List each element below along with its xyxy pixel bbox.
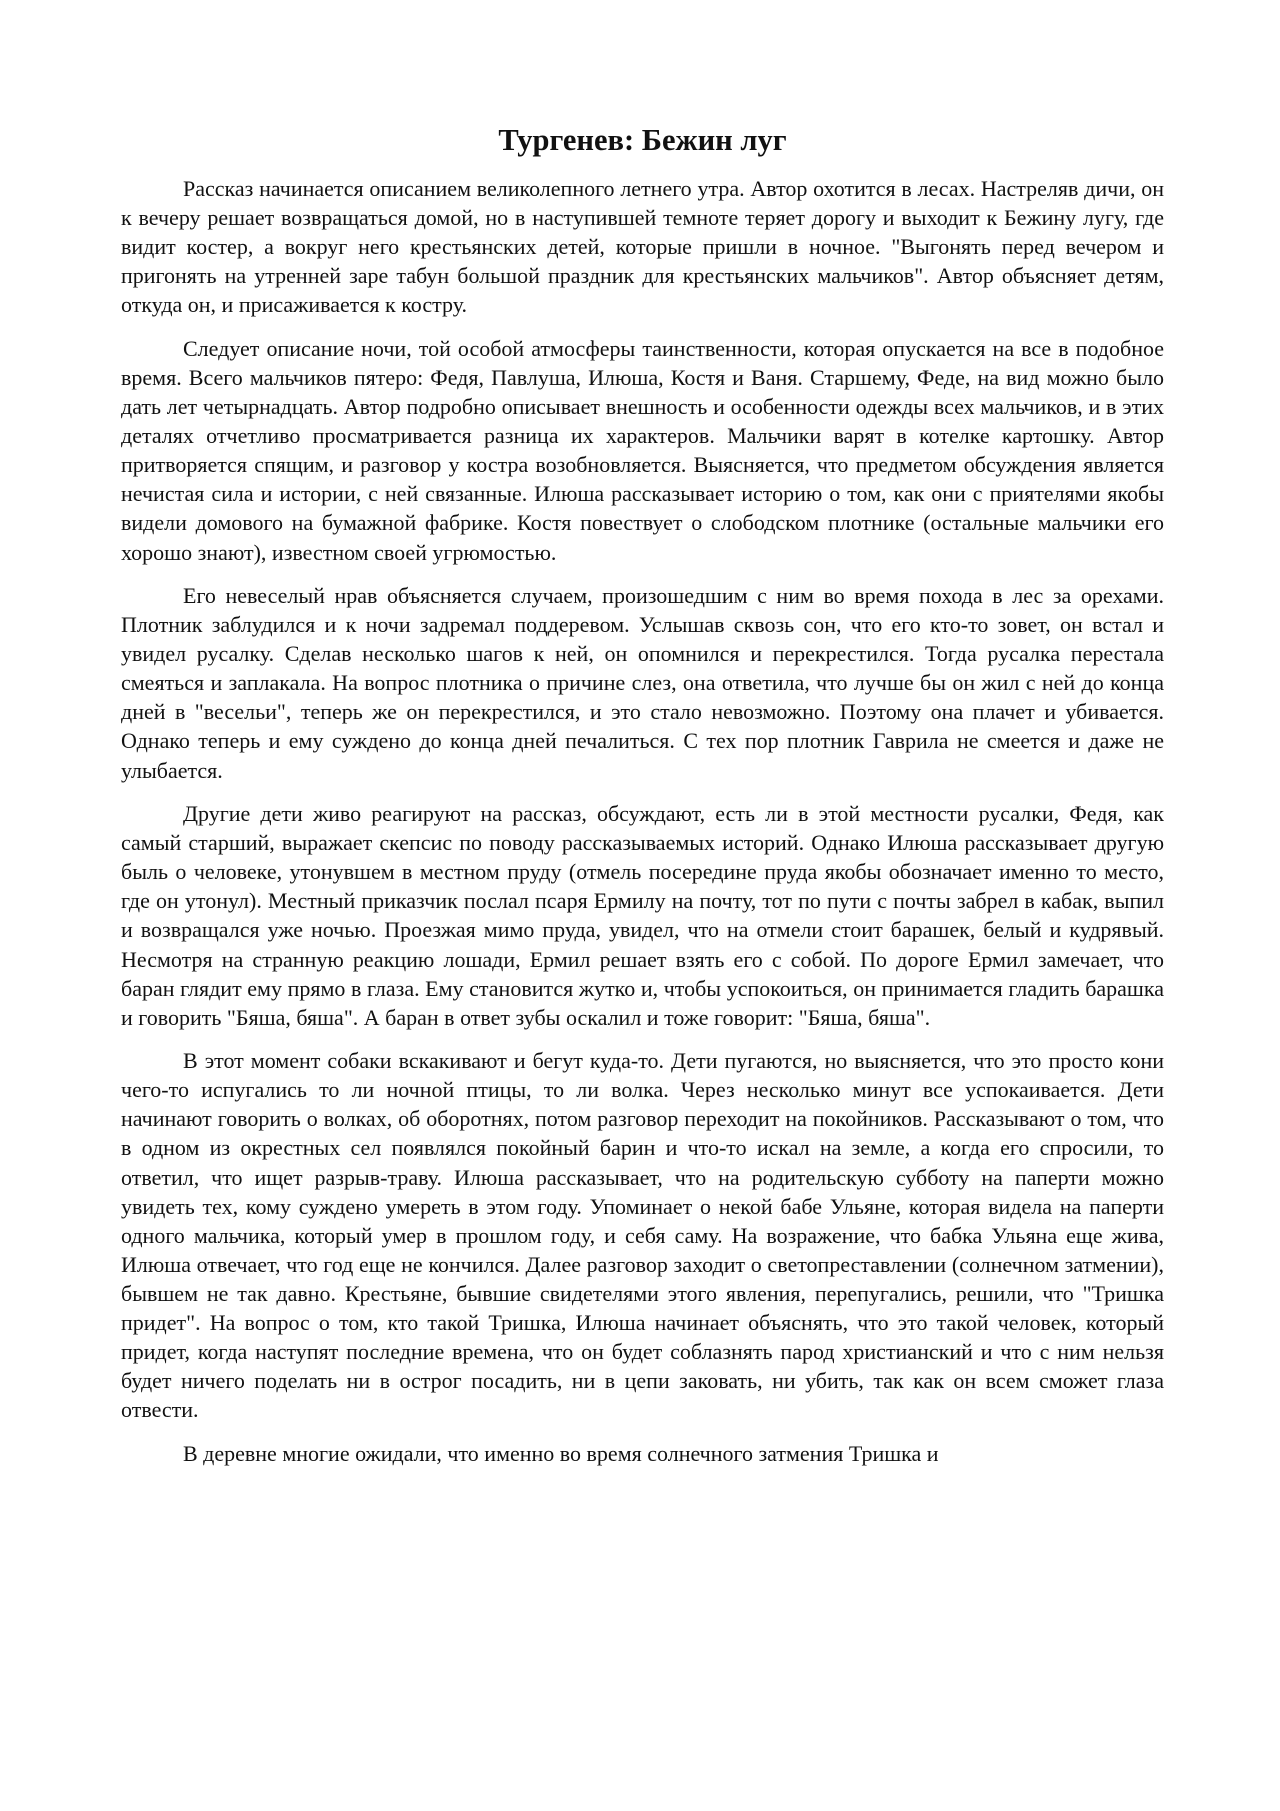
paragraph: В этот момент собаки вскакивают и бегут куда-то. Дети пугаются, но выясняется, что это просто кони чего-то испугались то ли ночной птицы, то ли волка. Через несколько минут все успокаивается. Дети начинают говорить о волках, об оборотнях, потом разговор переходит на покойников. Рассказывают о том, что в одном из окрестных сел появлялся покойный барин и что-то искал на земле, а когда его спросили, то ответил, что ищет разрыв-траву. Илюша рассказывает, что на родительскую субботу на паперти можно увидеть тех, кому суждено умереть в этом году. Упоминает о некой бабе Ульяне, которая видела на паперти одного мальчика, который умер в прошлом году, и себя саму. На возражение, что бабка Ульяна еще жива, Илюша отвечает, что год еще не кончился. Далее разговор заходит о светопреставлении (солнечном затмении), бывшем не так давно. Крестьяне, бывшие свидетелями этого явления, перепугались, решили, что "Тришка придет". На вопрос о том, кто такой Тришка, Илюша начинает объяснять, что это такой человек, который придет, когда наступят последние времена, что он будет соблазнять парод христианский и что с ним нельзя будет ничего поделать ни в острог посадить, ни в цепи заковать, ни убить, так как он всем сможет глаза отвести.	[121, 1048, 1164, 1423]
paragraph: Его невеселый нрав объясняется случаем, произошедшим с ним во время похода в лес за орехами. Плотник заблудился и к ночи задремал поддеревом. Услышав сквозь сон, что его кто-то зовет, он встал и увидел русалку. Сделав несколько шагов к ней, он опомнился и перекрестился. Тогда русалка перестала смеяться и заплакала. На вопрос плотника о причине слез, она ответила, что лучше бы он жил с ней до конца дней в "весельи", теперь же он перекрестился, и это стало невозможно. Поэтому она плачет и убивается. Однако теперь и ему суждено до конца дней печалиться. С тех пор плотник Гаврила не смеется и даже не улыбается.	[121, 583, 1164, 783]
paragraph: Рассказ начинается описанием великолепного летнего утра. Автор охотится в лесах. Настреляв дичи, он к вечеру решает возвращаться домой, но в наступившей темноте теряет дорогу и выходит к Бежину лугу, где видит костер, а вокруг него крестьянских детей, которые пришли в ночное. "Выгонять перед вечером и пригонять на утренней заре табун большой праздник для крестьянских мальчиков". Автор объясняет детям, откуда он, и присаживается к костру.	[121, 176, 1164, 318]
document-body	[121, 174, 1164, 1482]
document-page	[121, 0, 1164, 1811]
paragraph: Другие дети живо реагируют на рассказ, обсуждают, есть ли в этой местности русалки, Федя, как самый старший, выражает скепсис по поводу рассказываемых историй. Однако Илюша рассказывает другую быль о человеке, утонувшем в местном пруду (отмель посередине пруда якобы обозначает именно то место, где он утонул). Местный приказчик послал псаря Ермилу на почту, тот по пути с почты забрел в кабак, выпил и возвращался уже ночью. Проезжая мимо пруда, увидел, что на отмели стоит барашек, белый и кудрявый. Несмотря на странную реакцию лошади, Ермил решает взять его с собой. По дороге Ермил замечает, что баран глядит ему прямо в глаза. Ему становится жутко и, чтобы успокоиться, он принимается гладить барашка и говорить "Бяша, бяша". А баран в ответ зубы оскалил и тоже говорит: "Бяша, бяша".	[121, 801, 1164, 1030]
page-title: Тургенев: Бежин луг	[498, 123, 787, 157]
paragraph: Следует описание ночи, той особой атмосферы таинственности, которая опускается на все в подобное время. Всего мальчиков пятеро: Федя, Павлуша, Илюша, Костя и Ваня. Старшему, Феде, на вид можно было дать лет четырнадцать. Автор подробно описывает внешность и особенности одежды всех мальчиков, и в этих деталях отчетливо просматривается разница их характеров. Мальчики варят в котелке картошку. Автор притворяется спящим, и разговор у костра возобновляется. Выясняется, что предметом обсуждения является нечистая сила и истории, с ней связанные. Илюша рассказывает историю о том, как они с приятелями якобы видели домового на бумажной фабрике. Костя повествует о слободском плотнике (остальные мальчики его хорошо знают), известном своей угрюмостью.	[121, 335, 1164, 565]
paragraph-continued: В деревне многие ожидали, что именно во время солнечного затмения Тришка и	[183, 1440, 939, 1466]
